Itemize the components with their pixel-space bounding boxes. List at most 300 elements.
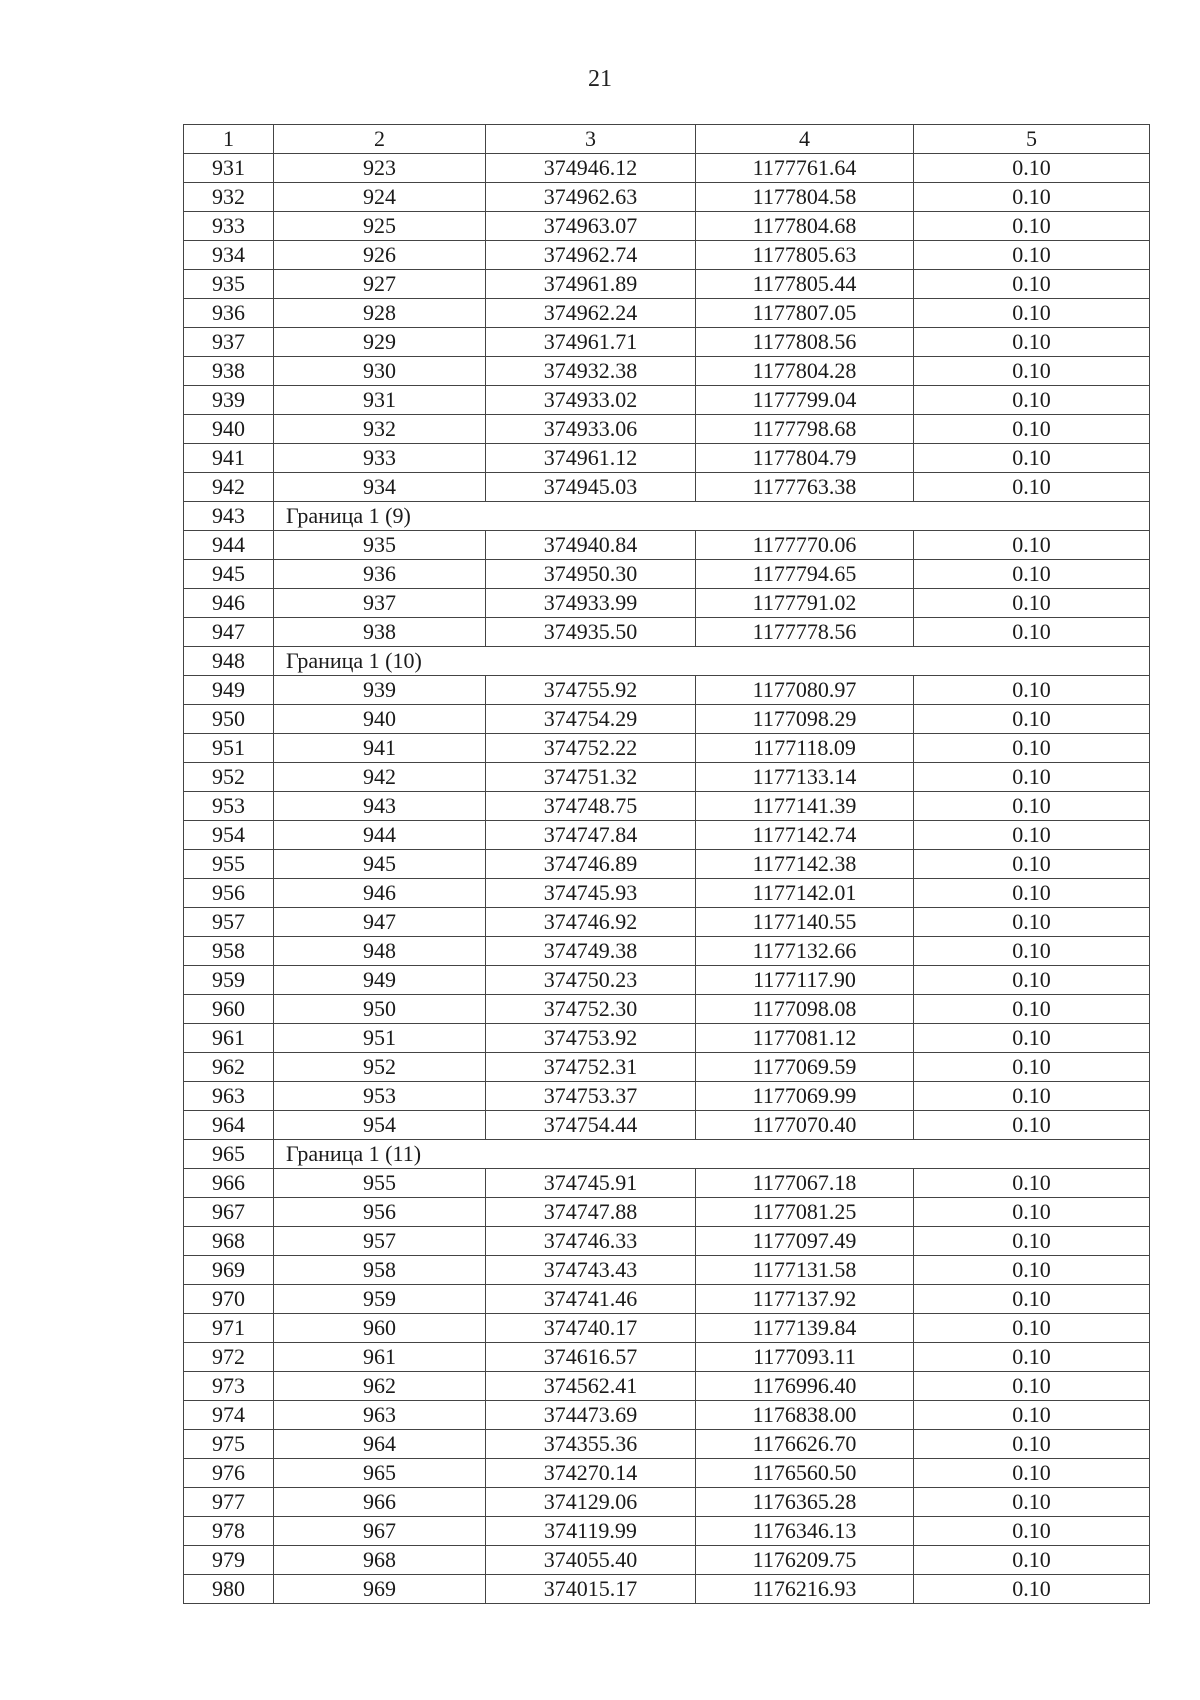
- accuracy-value: 0.10: [914, 1024, 1150, 1053]
- table-row: [184, 1546, 1150, 1575]
- table-row: [184, 908, 1150, 937]
- table-row: [184, 1314, 1150, 1343]
- table-row: [184, 444, 1150, 473]
- accuracy-value: 0.10: [914, 1285, 1150, 1314]
- accuracy-value: 0.10: [914, 1401, 1150, 1430]
- point-number: 963: [274, 1401, 486, 1430]
- row-number: 964: [184, 1111, 274, 1140]
- point-number: 936: [274, 560, 486, 589]
- coordinate-y: 1177093.11: [696, 1343, 914, 1372]
- row-number: 940: [184, 415, 274, 444]
- table-row: [184, 1285, 1150, 1314]
- point-number: 932: [274, 415, 486, 444]
- table-row: [184, 821, 1150, 850]
- point-number: 968: [274, 1546, 486, 1575]
- coordinate-y: 1177132.66: [696, 937, 914, 966]
- coordinate-y: 1177794.65: [696, 560, 914, 589]
- coordinate-y: 1177804.58: [696, 183, 914, 212]
- coordinate-x: 374933.02: [486, 386, 696, 415]
- row-number: 958: [184, 937, 274, 966]
- point-number: 929: [274, 328, 486, 357]
- point-number: 956: [274, 1198, 486, 1227]
- header-cell-4: 4: [696, 125, 914, 154]
- point-number: 941: [274, 734, 486, 763]
- point-number: 925: [274, 212, 486, 241]
- coordinate-x: 374473.69: [486, 1401, 696, 1430]
- coordinate-y: 1177118.09: [696, 734, 914, 763]
- coordinate-x: 374749.38: [486, 937, 696, 966]
- point-number: 930: [274, 357, 486, 386]
- accuracy-value: 0.10: [914, 357, 1150, 386]
- row-number: 950: [184, 705, 274, 734]
- coordinate-y: 1177799.04: [696, 386, 914, 415]
- table-row: [184, 676, 1150, 705]
- accuracy-value: 0.10: [914, 1111, 1150, 1140]
- accuracy-value: 0.10: [914, 908, 1150, 937]
- accuracy-value: 0.10: [914, 850, 1150, 879]
- point-number: 939: [274, 676, 486, 705]
- row-number: 946: [184, 589, 274, 618]
- accuracy-value: 0.10: [914, 1343, 1150, 1372]
- accuracy-value: 0.10: [914, 1430, 1150, 1459]
- table-row: [184, 241, 1150, 270]
- accuracy-value: 0.10: [914, 1459, 1150, 1488]
- accuracy-value: 0.10: [914, 183, 1150, 212]
- point-number: 927: [274, 270, 486, 299]
- accuracy-value: 0.10: [914, 1314, 1150, 1343]
- table-row: [184, 154, 1150, 183]
- accuracy-value: 0.10: [914, 270, 1150, 299]
- row-number: 971: [184, 1314, 274, 1343]
- coordinate-x: 374751.32: [486, 763, 696, 792]
- table-row: [184, 1372, 1150, 1401]
- table-row: [184, 299, 1150, 328]
- table-row: [184, 473, 1150, 502]
- coordinate-x: 374740.17: [486, 1314, 696, 1343]
- point-number: 967: [274, 1517, 486, 1546]
- accuracy-value: 0.10: [914, 966, 1150, 995]
- point-number: 928: [274, 299, 486, 328]
- coordinate-x: 374961.12: [486, 444, 696, 473]
- row-number: 954: [184, 821, 274, 850]
- coordinate-x: 374129.06: [486, 1488, 696, 1517]
- accuracy-value: 0.10: [914, 154, 1150, 183]
- point-number: 923: [274, 154, 486, 183]
- coordinate-y: 1176996.40: [696, 1372, 914, 1401]
- coordinate-x: 374935.50: [486, 618, 696, 647]
- table-row: [184, 357, 1150, 386]
- coordinate-x: 374933.06: [486, 415, 696, 444]
- row-number: 934: [184, 241, 274, 270]
- coordinate-x: 374754.29: [486, 705, 696, 734]
- row-number: 959: [184, 966, 274, 995]
- accuracy-value: 0.10: [914, 560, 1150, 589]
- accuracy-value: 0.10: [914, 473, 1150, 502]
- coordinate-y: 1177142.01: [696, 879, 914, 908]
- point-number: 954: [274, 1111, 486, 1140]
- coordinate-x: 374752.22: [486, 734, 696, 763]
- coordinate-y: 1177137.92: [696, 1285, 914, 1314]
- table-body: [184, 154, 1150, 1604]
- accuracy-value: 0.10: [914, 792, 1150, 821]
- coordinate-y: 1177142.38: [696, 850, 914, 879]
- point-number: 949: [274, 966, 486, 995]
- coordinate-x: 374754.44: [486, 1111, 696, 1140]
- row-number: 931: [184, 154, 274, 183]
- point-number: 960: [274, 1314, 486, 1343]
- row-number: 955: [184, 850, 274, 879]
- coordinate-x: 374962.74: [486, 241, 696, 270]
- row-number: 968: [184, 1227, 274, 1256]
- coordinate-y: 1176365.28: [696, 1488, 914, 1517]
- row-number: 965: [184, 1140, 274, 1169]
- point-number: 943: [274, 792, 486, 821]
- accuracy-value: 0.10: [914, 328, 1150, 357]
- point-number: 933: [274, 444, 486, 473]
- coordinate-y: 1177131.58: [696, 1256, 914, 1285]
- table-row: [184, 734, 1150, 763]
- point-number: 953: [274, 1082, 486, 1111]
- coordinate-y: 1176216.93: [696, 1575, 914, 1604]
- boundary-label: Граница 1 (10): [274, 647, 1150, 676]
- coordinate-y: 1177808.56: [696, 328, 914, 357]
- accuracy-value: 0.10: [914, 1169, 1150, 1198]
- coordinate-x: 374962.63: [486, 183, 696, 212]
- point-number: 940: [274, 705, 486, 734]
- coordinate-y: 1177080.97: [696, 676, 914, 705]
- coordinate-x: 374933.99: [486, 589, 696, 618]
- table-row: [184, 212, 1150, 241]
- coordinate-x: 374750.23: [486, 966, 696, 995]
- row-number: 956: [184, 879, 274, 908]
- row-number: 944: [184, 531, 274, 560]
- point-number: 959: [274, 1285, 486, 1314]
- coordinate-y: 1177117.90: [696, 966, 914, 995]
- point-number: 965: [274, 1459, 486, 1488]
- coordinate-y: 1177139.84: [696, 1314, 914, 1343]
- point-number: 964: [274, 1430, 486, 1459]
- accuracy-value: 0.10: [914, 1227, 1150, 1256]
- accuracy-value: 0.10: [914, 1575, 1150, 1604]
- accuracy-value: 0.10: [914, 589, 1150, 618]
- coordinate-y: 1177804.28: [696, 357, 914, 386]
- row-number: 953: [184, 792, 274, 821]
- accuracy-value: 0.10: [914, 1372, 1150, 1401]
- boundary-label: Граница 1 (9): [274, 502, 1150, 531]
- row-number: 939: [184, 386, 274, 415]
- table-row: [184, 1459, 1150, 1488]
- coordinate-x: 374746.33: [486, 1227, 696, 1256]
- table-row: [184, 1169, 1150, 1198]
- accuracy-value: 0.10: [914, 1256, 1150, 1285]
- row-number: 932: [184, 183, 274, 212]
- table-row: [184, 937, 1150, 966]
- accuracy-value: 0.10: [914, 705, 1150, 734]
- row-number: 947: [184, 618, 274, 647]
- row-number: 936: [184, 299, 274, 328]
- row-number: 938: [184, 357, 274, 386]
- table-row: [184, 1227, 1150, 1256]
- table-row: [184, 328, 1150, 357]
- table-row: [184, 1430, 1150, 1459]
- accuracy-value: 0.10: [914, 734, 1150, 763]
- coordinate-x: 374961.89: [486, 270, 696, 299]
- coordinate-y: 1177070.40: [696, 1111, 914, 1140]
- row-number: 967: [184, 1198, 274, 1227]
- row-number: 948: [184, 647, 274, 676]
- accuracy-value: 0.10: [914, 1053, 1150, 1082]
- table-row: [184, 1024, 1150, 1053]
- coordinate-x: 374962.24: [486, 299, 696, 328]
- point-number: 931: [274, 386, 486, 415]
- table-row: [184, 1488, 1150, 1517]
- coordinate-y: 1176560.50: [696, 1459, 914, 1488]
- row-number: 942: [184, 473, 274, 502]
- accuracy-value: 0.10: [914, 1198, 1150, 1227]
- accuracy-value: 0.10: [914, 937, 1150, 966]
- coordinate-x: 374747.84: [486, 821, 696, 850]
- point-number: 952: [274, 1053, 486, 1082]
- table-row: [184, 270, 1150, 299]
- coordinate-x: 374616.57: [486, 1343, 696, 1372]
- coordinate-x: 374745.93: [486, 879, 696, 908]
- accuracy-value: 0.10: [914, 386, 1150, 415]
- coordinate-y: 1177133.14: [696, 763, 914, 792]
- point-number: 961: [274, 1343, 486, 1372]
- table-row: [184, 705, 1150, 734]
- table-row: [184, 415, 1150, 444]
- table-row: [184, 1111, 1150, 1140]
- row-number: 979: [184, 1546, 274, 1575]
- row-number: 937: [184, 328, 274, 357]
- coordinate-y: 1177098.08: [696, 995, 914, 1024]
- table-row: [184, 386, 1150, 415]
- table-row: [184, 792, 1150, 821]
- coordinate-y: 1177142.74: [696, 821, 914, 850]
- table-row: [184, 589, 1150, 618]
- row-number: 974: [184, 1401, 274, 1430]
- table-row: [184, 1343, 1150, 1372]
- table-row: [184, 1256, 1150, 1285]
- point-number: 948: [274, 937, 486, 966]
- row-number: 941: [184, 444, 274, 473]
- point-number: 938: [274, 618, 486, 647]
- coordinate-y: 1177081.12: [696, 1024, 914, 1053]
- coordinate-y: 1177778.56: [696, 618, 914, 647]
- point-number: 950: [274, 995, 486, 1024]
- coordinate-x: 374741.46: [486, 1285, 696, 1314]
- coordinate-x: 374950.30: [486, 560, 696, 589]
- accuracy-value: 0.10: [914, 415, 1150, 444]
- coordinate-x: 374946.12: [486, 154, 696, 183]
- coordinate-x: 374743.43: [486, 1256, 696, 1285]
- header-cell-5: 5: [914, 125, 1150, 154]
- row-number: 961: [184, 1024, 274, 1053]
- accuracy-value: 0.10: [914, 879, 1150, 908]
- coordinate-y: 1176838.00: [696, 1401, 914, 1430]
- point-number: 955: [274, 1169, 486, 1198]
- coordinate-y: 1177770.06: [696, 531, 914, 560]
- coordinate-x: 374746.89: [486, 850, 696, 879]
- row-number: 957: [184, 908, 274, 937]
- point-number: 958: [274, 1256, 486, 1285]
- row-number: 933: [184, 212, 274, 241]
- table-row: [184, 850, 1150, 879]
- coordinate-y: 1177098.29: [696, 705, 914, 734]
- point-number: 947: [274, 908, 486, 937]
- accuracy-value: 0.10: [914, 444, 1150, 473]
- row-number: 973: [184, 1372, 274, 1401]
- point-number: 944: [274, 821, 486, 850]
- coordinate-x: 374015.17: [486, 1575, 696, 1604]
- table-row: [184, 879, 1150, 908]
- coordinate-y: 1176626.70: [696, 1430, 914, 1459]
- table-row: [184, 995, 1150, 1024]
- row-number: 969: [184, 1256, 274, 1285]
- table-row: [184, 763, 1150, 792]
- coordinate-x: 374119.99: [486, 1517, 696, 1546]
- coordinate-y: 1177141.39: [696, 792, 914, 821]
- point-number: 969: [274, 1575, 486, 1604]
- point-number: 926: [274, 241, 486, 270]
- row-number: 978: [184, 1517, 274, 1546]
- row-number: 976: [184, 1459, 274, 1488]
- accuracy-value: 0.10: [914, 995, 1150, 1024]
- table-row: [184, 560, 1150, 589]
- coordinate-y: 1176346.13: [696, 1517, 914, 1546]
- point-number: 945: [274, 850, 486, 879]
- accuracy-value: 0.10: [914, 821, 1150, 850]
- accuracy-value: 0.10: [914, 212, 1150, 241]
- coordinate-y: 1177791.02: [696, 589, 914, 618]
- point-number: 937: [274, 589, 486, 618]
- row-number: 962: [184, 1053, 274, 1082]
- table-row: [184, 1198, 1150, 1227]
- coordinate-y: 1177804.79: [696, 444, 914, 473]
- accuracy-value: 0.10: [914, 1517, 1150, 1546]
- table-row: [184, 183, 1150, 212]
- row-number: 949: [184, 676, 274, 705]
- boundary-label: Граница 1 (11): [274, 1140, 1150, 1169]
- coordinate-x: 374562.41: [486, 1372, 696, 1401]
- row-number: 951: [184, 734, 274, 763]
- table-row: [184, 1575, 1150, 1604]
- coordinate-x: 374963.07: [486, 212, 696, 241]
- accuracy-value: 0.10: [914, 299, 1150, 328]
- boundary-row: [184, 502, 1150, 531]
- accuracy-value: 0.10: [914, 1546, 1150, 1575]
- accuracy-value: 0.10: [914, 618, 1150, 647]
- coordinate-x: 374745.91: [486, 1169, 696, 1198]
- coordinate-x: 374755.92: [486, 676, 696, 705]
- coordinate-x: 374355.36: [486, 1430, 696, 1459]
- accuracy-value: 0.10: [914, 241, 1150, 270]
- coordinate-y: 1177761.64: [696, 154, 914, 183]
- coordinate-y: 1177140.55: [696, 908, 914, 937]
- point-number: 942: [274, 763, 486, 792]
- coordinate-x: 374945.03: [486, 473, 696, 502]
- coordinate-x: 374270.14: [486, 1459, 696, 1488]
- coordinate-y: 1177804.68: [696, 212, 914, 241]
- table-row: [184, 531, 1150, 560]
- coordinate-y: 1177069.99: [696, 1082, 914, 1111]
- table-header-row: [184, 125, 1150, 154]
- table-row: [184, 1053, 1150, 1082]
- row-number: 980: [184, 1575, 274, 1604]
- coordinate-x: 374940.84: [486, 531, 696, 560]
- coordinate-x: 374753.37: [486, 1082, 696, 1111]
- page-number: 21: [588, 66, 612, 92]
- accuracy-value: 0.10: [914, 1082, 1150, 1111]
- row-number: 943: [184, 502, 274, 531]
- boundary-row: [184, 1140, 1150, 1169]
- row-number: 935: [184, 270, 274, 299]
- table-row: [184, 1082, 1150, 1111]
- point-number: 962: [274, 1372, 486, 1401]
- coordinate-x: 374746.92: [486, 908, 696, 937]
- coordinate-y: 1177069.59: [696, 1053, 914, 1082]
- header-cell-1: 1: [184, 125, 274, 154]
- row-number: 977: [184, 1488, 274, 1517]
- accuracy-value: 0.10: [914, 531, 1150, 560]
- point-number: 935: [274, 531, 486, 560]
- row-number: 963: [184, 1082, 274, 1111]
- coordinate-x: 374748.75: [486, 792, 696, 821]
- coordinate-y: 1177763.38: [696, 473, 914, 502]
- coordinate-x: 374055.40: [486, 1546, 696, 1575]
- accuracy-value: 0.10: [914, 763, 1150, 792]
- header-cell-2: 2: [274, 125, 486, 154]
- row-number: 975: [184, 1430, 274, 1459]
- coordinate-y: 1176209.75: [696, 1546, 914, 1575]
- coordinate-y: 1177805.44: [696, 270, 914, 299]
- row-number: 945: [184, 560, 274, 589]
- coordinate-x: 374747.88: [486, 1198, 696, 1227]
- row-number: 972: [184, 1343, 274, 1372]
- table-row: [184, 966, 1150, 995]
- accuracy-value: 0.10: [914, 1488, 1150, 1517]
- header-cell-3: 3: [486, 125, 696, 154]
- coordinate-y: 1177807.05: [696, 299, 914, 328]
- row-number: 952: [184, 763, 274, 792]
- coordinate-y: 1177067.18: [696, 1169, 914, 1198]
- coordinate-y: 1177097.49: [696, 1227, 914, 1256]
- table-row: [184, 1401, 1150, 1430]
- point-number: 946: [274, 879, 486, 908]
- row-number: 960: [184, 995, 274, 1024]
- coordinate-x: 374753.92: [486, 1024, 696, 1053]
- coordinate-y: 1177081.25: [696, 1198, 914, 1227]
- point-number: 924: [274, 183, 486, 212]
- point-number: 957: [274, 1227, 486, 1256]
- coordinate-x: 374752.30: [486, 995, 696, 1024]
- coordinate-x: 374961.71: [486, 328, 696, 357]
- point-number: 966: [274, 1488, 486, 1517]
- table-row: [184, 1517, 1150, 1546]
- coordinate-y: 1177798.68: [696, 415, 914, 444]
- accuracy-value: 0.10: [914, 676, 1150, 705]
- table-row: [184, 618, 1150, 647]
- coordinate-y: 1177805.63: [696, 241, 914, 270]
- coordinate-x: 374932.38: [486, 357, 696, 386]
- coordinate-x: 374752.31: [486, 1053, 696, 1082]
- point-number: 934: [274, 473, 486, 502]
- boundary-row: [184, 647, 1150, 676]
- point-number: 951: [274, 1024, 486, 1053]
- coordinates-table: [183, 124, 1150, 1604]
- row-number: 966: [184, 1169, 274, 1198]
- row-number: 970: [184, 1285, 274, 1314]
